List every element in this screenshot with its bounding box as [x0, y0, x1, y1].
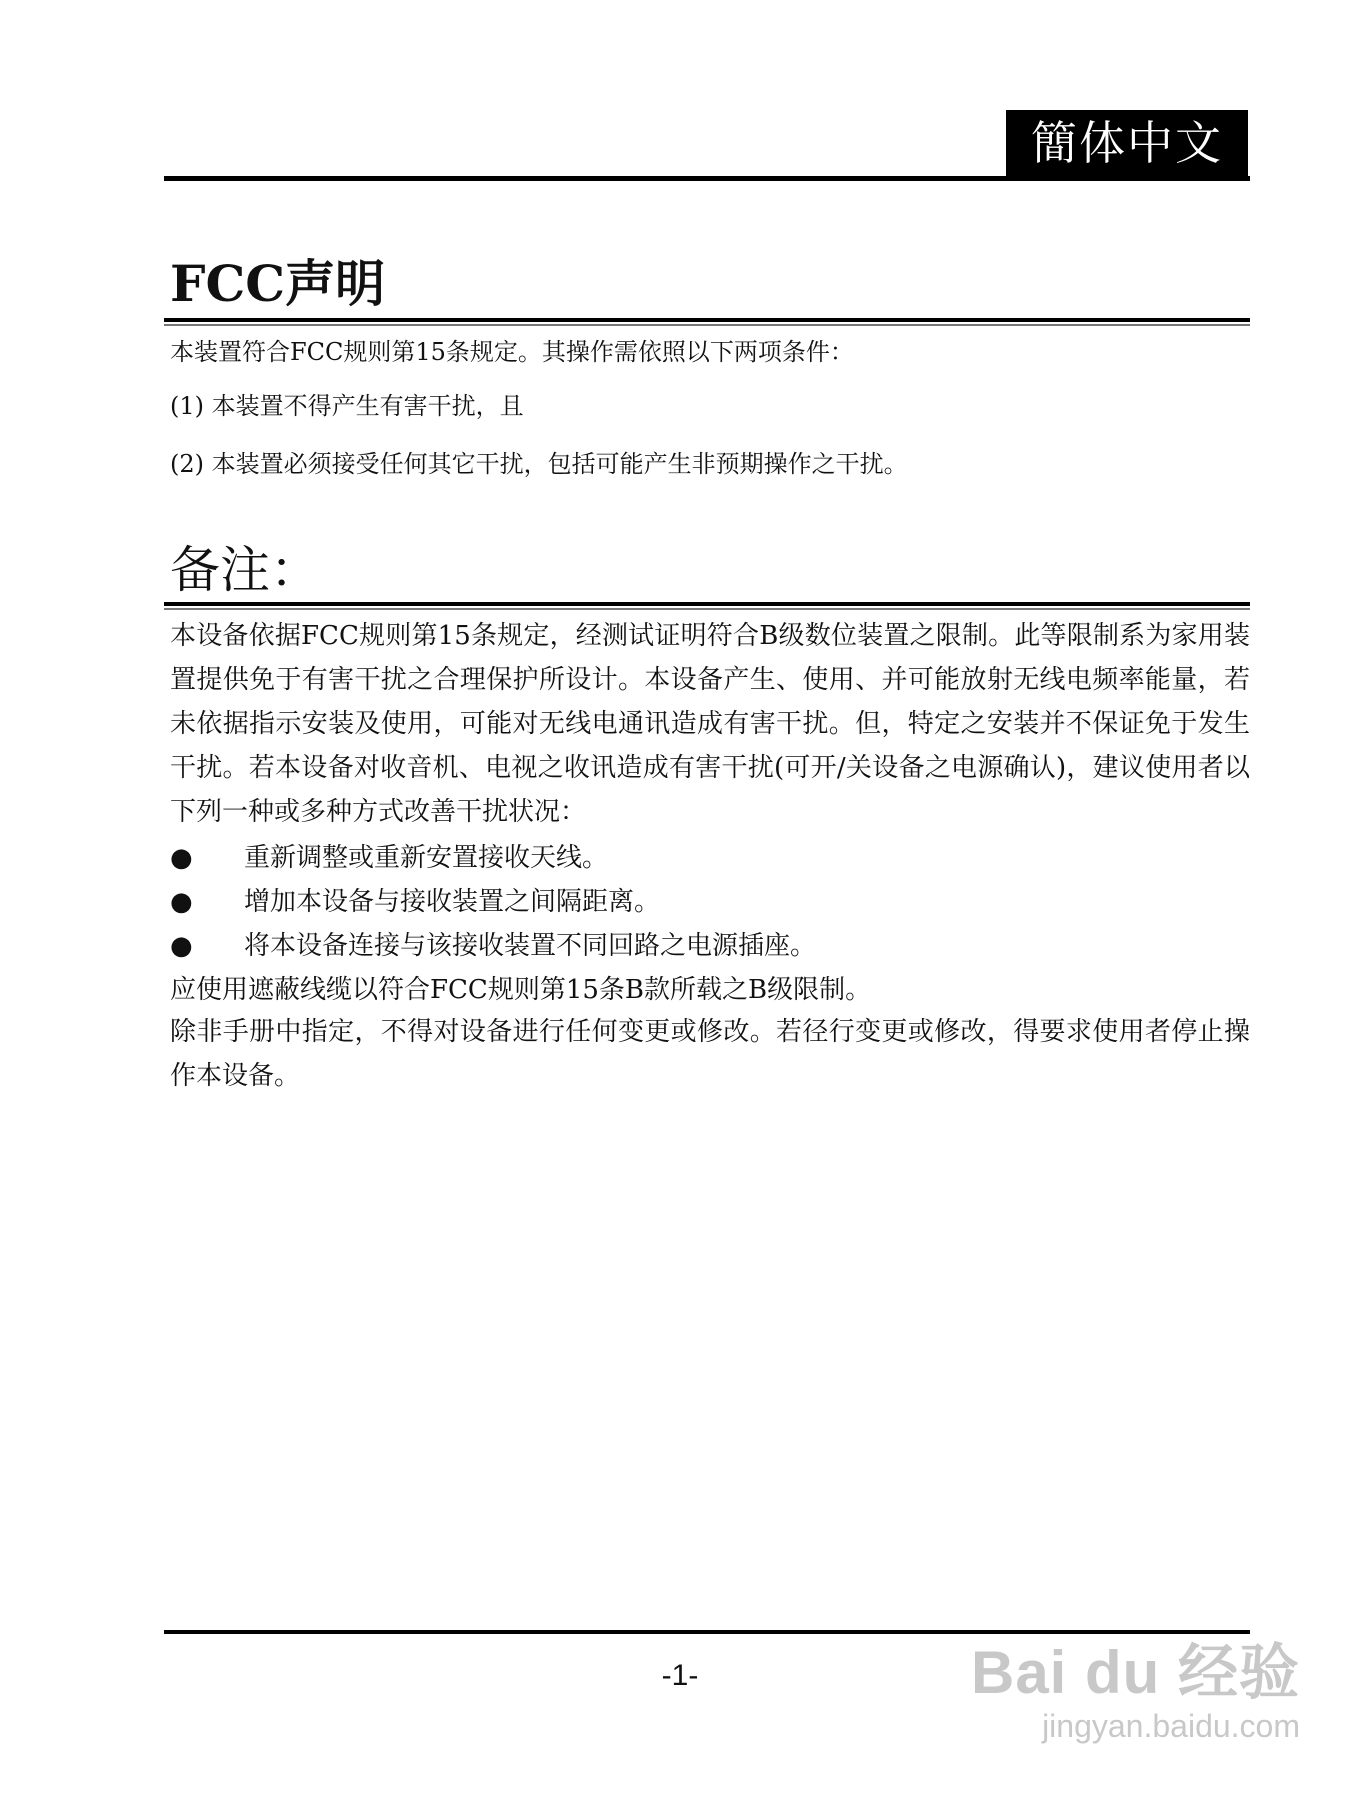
list-item	[170, 880, 1250, 924]
watermark-logo: Bai du 经验	[970, 1639, 1300, 1706]
bullet-text: 将本设备连接与该接收装置不同回路之电源插座。	[244, 931, 817, 961]
bullet-text: 重新调整或重新安置接收天线。	[244, 843, 609, 873]
footer-rule	[164, 1630, 1250, 1634]
watermark-url: jingyan.baidu.com	[1042, 1708, 1300, 1744]
shielded-cable-note: 应使用遮蔽线缆以符合FCC规则第15条B款所载之B级限制。	[170, 975, 872, 1005]
modification-warning: 除非手册中指定，不得对设备进行任何变更或修改。若径行变更或修改，得要求使用者停止操作本设备。	[170, 1017, 1250, 1091]
bullet-icon: ●	[170, 843, 193, 873]
bullet-icon: ●	[170, 887, 193, 917]
note-body: 本设备依据FCC规则第15条规定，经测试证明符合B级数位装置之限制。此等限制系为家用装置提供免于有害干扰之合理保护所设计。本设备产生、使用、并可能放射无线电频率能量，若未依据指示安装及使用，可能对无线电通讯造成有害干扰。但，特定之安装并不保证免于发生干扰。若本设备对收音机、电视之收讯造成有害干扰(可开/关设备之电源确认)，建议使用者以下列一种或多种方式改善干扰状况：	[170, 621, 1250, 827]
language-tab: 簡体中文	[1006, 110, 1248, 176]
bullet-text: 增加本设备与接收装置之间隔距离。	[244, 887, 661, 917]
bullet-list	[170, 836, 1250, 968]
page-number: -1-	[661, 1659, 699, 1692]
note-heading-rule-shadow	[164, 608, 1250, 610]
fcc-heading-rule	[164, 318, 1250, 322]
fcc-condition-2: (2) 本装置必须接受任何其它干扰，包括可能产生非预期操作之干扰。	[170, 450, 908, 478]
note-heading: 备注：	[170, 541, 320, 599]
fcc-heading: FCC声明	[170, 254, 386, 313]
fcc-intro: 本装置符合FCC规则第15条规定。其操作需依照以下两项条件：	[170, 338, 854, 366]
header-rule	[164, 176, 1250, 181]
bullet-icon: ●	[170, 931, 193, 961]
fcc-condition-1: (1) 本装置不得产生有害干扰，且	[170, 392, 524, 420]
note-heading-rule	[164, 602, 1250, 606]
watermark	[971, 1640, 1300, 1746]
list-item	[170, 836, 1250, 880]
list-item	[170, 924, 1250, 968]
fcc-heading-rule-shadow	[164, 324, 1250, 326]
